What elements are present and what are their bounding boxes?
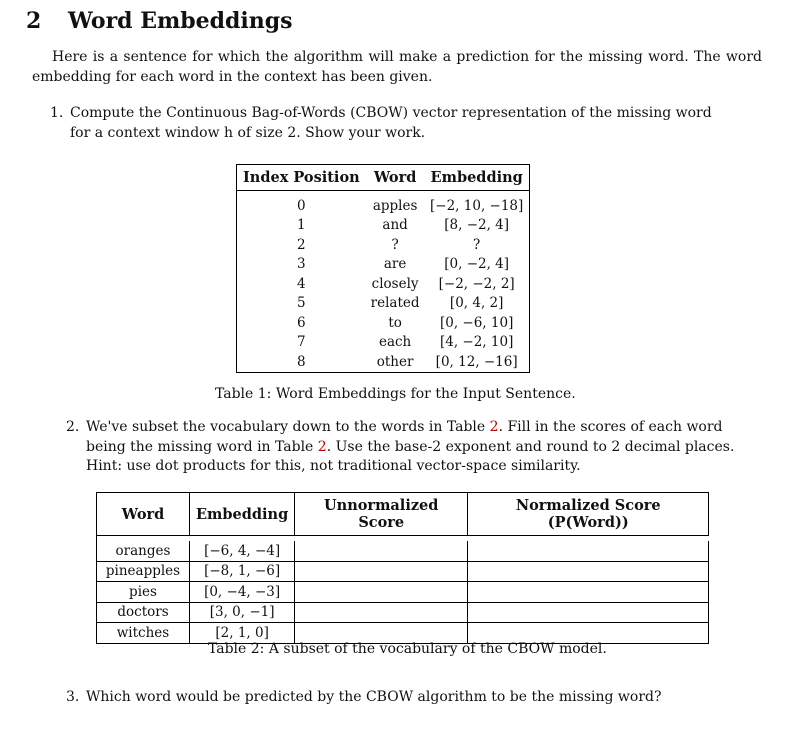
table-2-caption: Table 2: A subset of the vocabulary of the CBOW model. bbox=[208, 641, 607, 657]
index-cell: 5 bbox=[237, 294, 366, 314]
index-cell: 7 bbox=[237, 333, 366, 353]
table-row bbox=[237, 196, 530, 216]
embedding-cell: [−2, 10, −18] bbox=[425, 196, 530, 216]
vocab-embedding-cell: [−6, 4, −4] bbox=[190, 541, 295, 561]
word-embeddings-table bbox=[236, 164, 530, 373]
question-3-number: 3. bbox=[66, 689, 80, 705]
vocab-word-cell: oranges bbox=[97, 541, 190, 561]
table-2-header-word: Word bbox=[97, 493, 190, 536]
embedding-cell: [0, −2, 4] bbox=[425, 255, 530, 275]
table-2-header-normalized: Normalized Score (P(Word)) bbox=[468, 493, 709, 536]
word-cell: to bbox=[388, 314, 402, 331]
question-2 bbox=[66, 418, 766, 478]
question-2-line1: We've subset the vocabulary down to the words in Table 2. Fill in the scores of each word bbox=[86, 419, 723, 435]
word-cell: related bbox=[370, 295, 420, 312]
normalized-score-cell[interactable] bbox=[468, 561, 709, 582]
embedding-cell: [0, −6, 10] bbox=[425, 313, 530, 333]
table-row bbox=[237, 274, 530, 294]
table-row bbox=[237, 216, 530, 236]
question-1-line2: for a context window h of size 2. Show your work. bbox=[70, 124, 426, 141]
table-1-header-row bbox=[237, 165, 530, 191]
vocab-embedding-cell: [0, −4, −3] bbox=[190, 582, 295, 603]
index-cell: 8 bbox=[237, 352, 366, 372]
table-1-caption: Table 1: Word Embeddings for the Input Sentence. bbox=[215, 386, 576, 402]
vocab-embedding-cell: [−8, 1, −6] bbox=[190, 561, 295, 582]
embedding-cell: [0, 4, 2] bbox=[425, 294, 530, 314]
word-cell: are bbox=[383, 256, 407, 273]
section-number: 2 bbox=[26, 8, 42, 34]
table-1-header-embedding: Embedding bbox=[425, 165, 530, 191]
section-heading bbox=[26, 8, 293, 34]
unnormalized-score-cell[interactable] bbox=[295, 541, 468, 561]
table-row bbox=[237, 333, 530, 353]
table-row bbox=[237, 294, 530, 314]
question-1 bbox=[50, 104, 770, 144]
word-cell: other bbox=[366, 352, 425, 372]
table-1-header-index: Index Position bbox=[237, 165, 366, 191]
table-row bbox=[97, 623, 709, 644]
table-2-ref-link[interactable]: 2 bbox=[317, 438, 327, 455]
embedding-cell: [−2, −2, 2] bbox=[425, 274, 530, 294]
table-2-header-embedding: Embedding bbox=[190, 493, 295, 536]
question-1-number: 1. bbox=[50, 105, 64, 121]
table-row bbox=[97, 582, 709, 603]
intro-paragraph bbox=[32, 48, 762, 87]
vocab-word-cell: pies bbox=[97, 582, 190, 603]
vocab-word-cell: doctors bbox=[97, 602, 190, 623]
vocab-embedding-cell: [2, 1, 0] bbox=[190, 623, 295, 644]
embedding-cell: [0, 12, −16] bbox=[425, 352, 530, 372]
unnormalized-score-cell[interactable] bbox=[295, 582, 468, 603]
table-2-header-row bbox=[97, 493, 709, 536]
table-row bbox=[237, 255, 530, 275]
intro-text: Here is a sentence for which the algorithm will make a prediction for the missing word. The word embedding for each word in the context has been given. bbox=[32, 49, 762, 85]
table-row bbox=[97, 541, 709, 561]
table-2-header-unnormalized: Unnormalized Score bbox=[295, 493, 468, 536]
index-cell: 1 bbox=[237, 216, 366, 236]
table-row bbox=[237, 235, 530, 255]
index-cell: 4 bbox=[237, 274, 366, 294]
question-1-line1: Compute the Continuous Bag-of-Words (CBOW) vector representation of the missing word bbox=[70, 105, 712, 121]
normalized-score-cell[interactable] bbox=[468, 602, 709, 623]
word-cell: apples bbox=[372, 197, 418, 214]
table-row bbox=[97, 561, 709, 582]
normalized-score-cell[interactable] bbox=[468, 623, 709, 644]
normalized-score-cell[interactable] bbox=[468, 541, 709, 561]
index-cell: 2 bbox=[237, 235, 366, 255]
word-cell: closely bbox=[371, 275, 419, 292]
vocab-embedding-cell: [3, 0, −1] bbox=[190, 602, 295, 623]
word-cell: each bbox=[378, 334, 412, 351]
table-1-wrapper bbox=[236, 164, 530, 373]
table-row bbox=[237, 313, 530, 333]
unnormalized-score-cell[interactable] bbox=[295, 561, 468, 582]
index-cell: 0 bbox=[237, 196, 366, 216]
section-title: Word Embeddings bbox=[68, 8, 293, 34]
embedding-cell: [8, −2, 4] bbox=[425, 216, 530, 236]
question-2-line2: being the missing word in Table 2. Use the base-2 exponent and round to 2 decimal places. bbox=[86, 438, 735, 455]
unnormalized-score-cell[interactable] bbox=[295, 623, 468, 644]
word-cell: and bbox=[382, 217, 408, 234]
question-3 bbox=[66, 688, 766, 710]
question-2-number: 2. bbox=[66, 419, 80, 435]
embedding-cell: ? bbox=[425, 235, 530, 255]
table-2-wrapper bbox=[96, 492, 709, 644]
word-cell: ? bbox=[391, 236, 399, 253]
vocab-word-cell: witches bbox=[97, 623, 190, 644]
unnormalized-score-cell[interactable] bbox=[295, 602, 468, 623]
table-row bbox=[97, 602, 709, 623]
index-cell: 6 bbox=[237, 313, 366, 333]
table-1-header-word: Word bbox=[366, 165, 425, 191]
table-2-ref-link[interactable]: 2 bbox=[489, 419, 499, 435]
vocab-word-cell: pineapples bbox=[97, 561, 190, 582]
vocabulary-subset-table bbox=[96, 492, 709, 644]
question-2-line3: Hint: use dot products for this, not traditional vector-space similarity. bbox=[86, 458, 581, 474]
table-row bbox=[237, 352, 530, 372]
embedding-cell: [4, −2, 10] bbox=[425, 333, 530, 353]
normalized-score-cell[interactable] bbox=[468, 582, 709, 603]
index-cell: 3 bbox=[237, 255, 366, 275]
question-3-text: Which word would be predicted by the CBOW algorithm to be the missing word? bbox=[86, 689, 662, 705]
